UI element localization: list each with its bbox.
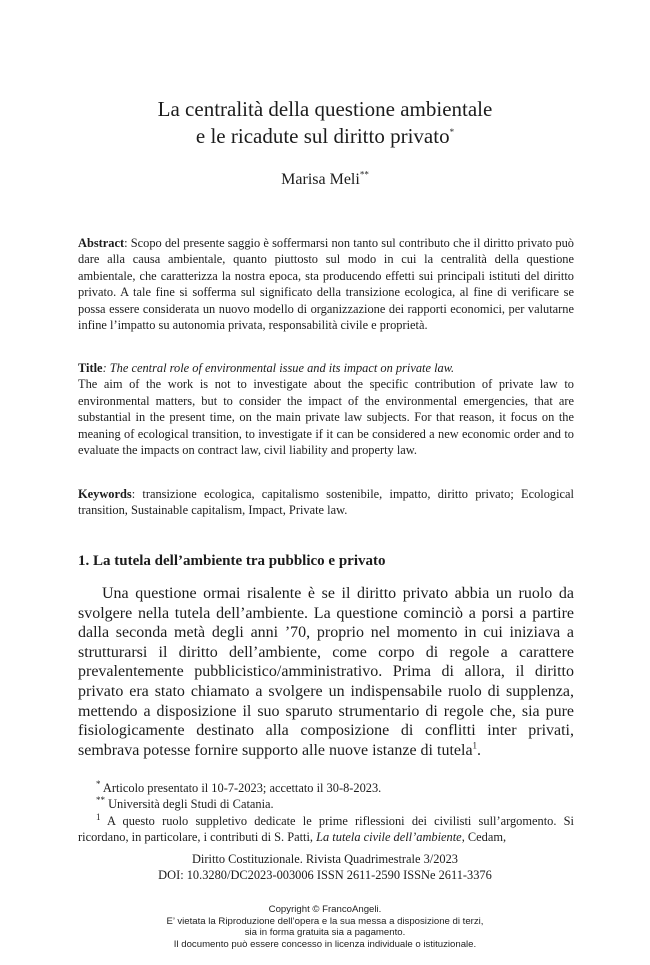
copyright-line-2: E’ vietata la Riproduzione dell’opera e la sua messa a disposizione di terzi,: [166, 915, 484, 927]
footnote-2-text: Università degli Studi di Catania.: [105, 797, 274, 812]
author-name: Marisa Meli: [281, 171, 360, 188]
english-abstract-text: The aim of the work is not to investigate about the specific contribution of private law to environmental matters, but to consider the impact of the environmental emergencies, that are substantial in the present time, on the main private law subjects. For that reason, it focus on the meaning of ecological transition, to investigate if it can be considered a new economic order and to evaluate the impacts on contract law, civil liability and property law.: [78, 377, 574, 458]
footnote-3-italic-title: La tutela civile dell’ambiente: [316, 830, 462, 845]
abstract-label: Abstract: [78, 236, 125, 250]
english-abstract: [78, 360, 574, 458]
footnote-3: [78, 813, 574, 846]
english-title-text: : The central role of environmental issue and its impact on private law.: [102, 361, 455, 375]
keywords-text: : transizione ecologica, capitalismo sostenibile, impatto, diritto privato; Ecological transition, Sustainable capitalism, Impact, Private law.: [78, 487, 574, 518]
journal-info: [40, 851, 610, 883]
copyright-notice: [40, 904, 610, 950]
copyright-line-3: sia in forma gratuita sia a pagamento.: [244, 927, 406, 938]
title-footnote-marker: *: [449, 127, 455, 137]
author-byline: [40, 171, 610, 189]
copyright-line-4: Il documento può essere concesso in licenza individuale o istituzionale.: [173, 938, 477, 950]
title-line-1: La centralità della questione ambientale: [157, 97, 493, 121]
footnote-3-text-b: , Cedam,: [461, 830, 507, 845]
footnote-2: [78, 796, 574, 812]
journal-name: Diritto Costituzionale. Rivista Quadrimestrale 3/2023: [191, 852, 458, 866]
english-title-label: Title: [78, 361, 103, 375]
author-footnote-marker: **: [359, 169, 369, 180]
journal-doi: DOI: 10.3280/DC2023-003006 ISSN 2611-2590 ISSNe 2611-3376: [158, 868, 492, 882]
keywords-paragraph: [78, 486, 574, 519]
footnote-1-marker: *: [96, 778, 101, 789]
footnote-3-marker: 1: [96, 811, 101, 822]
footnote-2-marker: **: [96, 795, 105, 806]
keywords-label: Keywords: [78, 487, 132, 501]
title-line-2: e le ricadute sul diritto privato: [195, 124, 450, 148]
footnote-3-text-a: A questo ruolo suppletivo dedicate le prime riflessioni dei civilisti sull’argomento. Si ricordano, in particolare, i contributi di S. Patti,: [78, 813, 574, 845]
abstract-paragraph: [78, 235, 574, 333]
abstract-text: : Scopo del presente saggio è soffermarsi non tanto sul contributo che il diritto privato può dare alla causa ambientale, quanto piuttosto sul modo in cui la centralità della questione ambientale, che caratterizza la nostra epoca, sta producendo effetti sui principali istituti del diritto privato. A tale fine si sofferma sul significato della transizione ecologica, al fine di verificare se possa essere considerata un nuovo modello di organizzazione dei rapporti economici, per valutarne infine l’impatto su autonomia privata, responsabilità civile e proprietà.: [78, 236, 574, 333]
article-title: [40, 96, 610, 150]
body-paragraph-text: Una questione ormai risalente è se il diritto privato abbia un ruolo da svolgere nella tutela dell’ambiente. La questione cominciò a porsi a partire dalla seconda metà degli anni ’70, proprio nel momento in cui iniziava a strutturarsi il diritto dell’ambiente, come corpo di regole a carattere prevalentemente pubblicistico/amministrativo. Prima di allora, il diritto privato era stato chiamato a svolgere un indispensabile ruolo di supplenza, mettendo a disposizione il suo sparuto strumentario di regole che, sia pure fisiologicamente destinato alla composizione di conflitti inter privati, sembrava potesse fornire supporto alle nuove istanze di tutela: [78, 585, 574, 759]
copyright-line-1: Copyright © FrancoAngeli.: [268, 904, 382, 915]
footnote-reference[interactable]: 1: [472, 740, 478, 751]
body-paragraph: Una questione ormai risalente è se il diritto privato abbia un ruolo da svolgere nella tutela dell’ambiente. La questione cominciò a porsi a partire dalla seconda metà degli anni ’70, proprio nel momento in cui iniziava a strutturarsi il diritto dell’ambiente, come corpo di regole a carattere prevalentemente pubblicistico/amministrativo. Prima di allora, il diritto privato era stato chiamato a svolgere un indispensabile ruolo di supplenza, mettendo a disposizione il suo sparuto strumentario di regole che, sia pure fisiologicamente destinato alla composizione di conflitti inter privati, sembrava potesse fornire supporto alle nuove istanze di tutela$^1$.: [78, 585, 574, 759]
footnote-1-text: Articolo presentato il 10-7-2023; accettato il 30-8-2023.: [100, 781, 382, 795]
section-heading: 1. La tutela dell’ambiente tra pubblico e privato: [78, 553, 386, 569]
footnote-1: [78, 780, 574, 796]
footnotes: [78, 780, 574, 846]
